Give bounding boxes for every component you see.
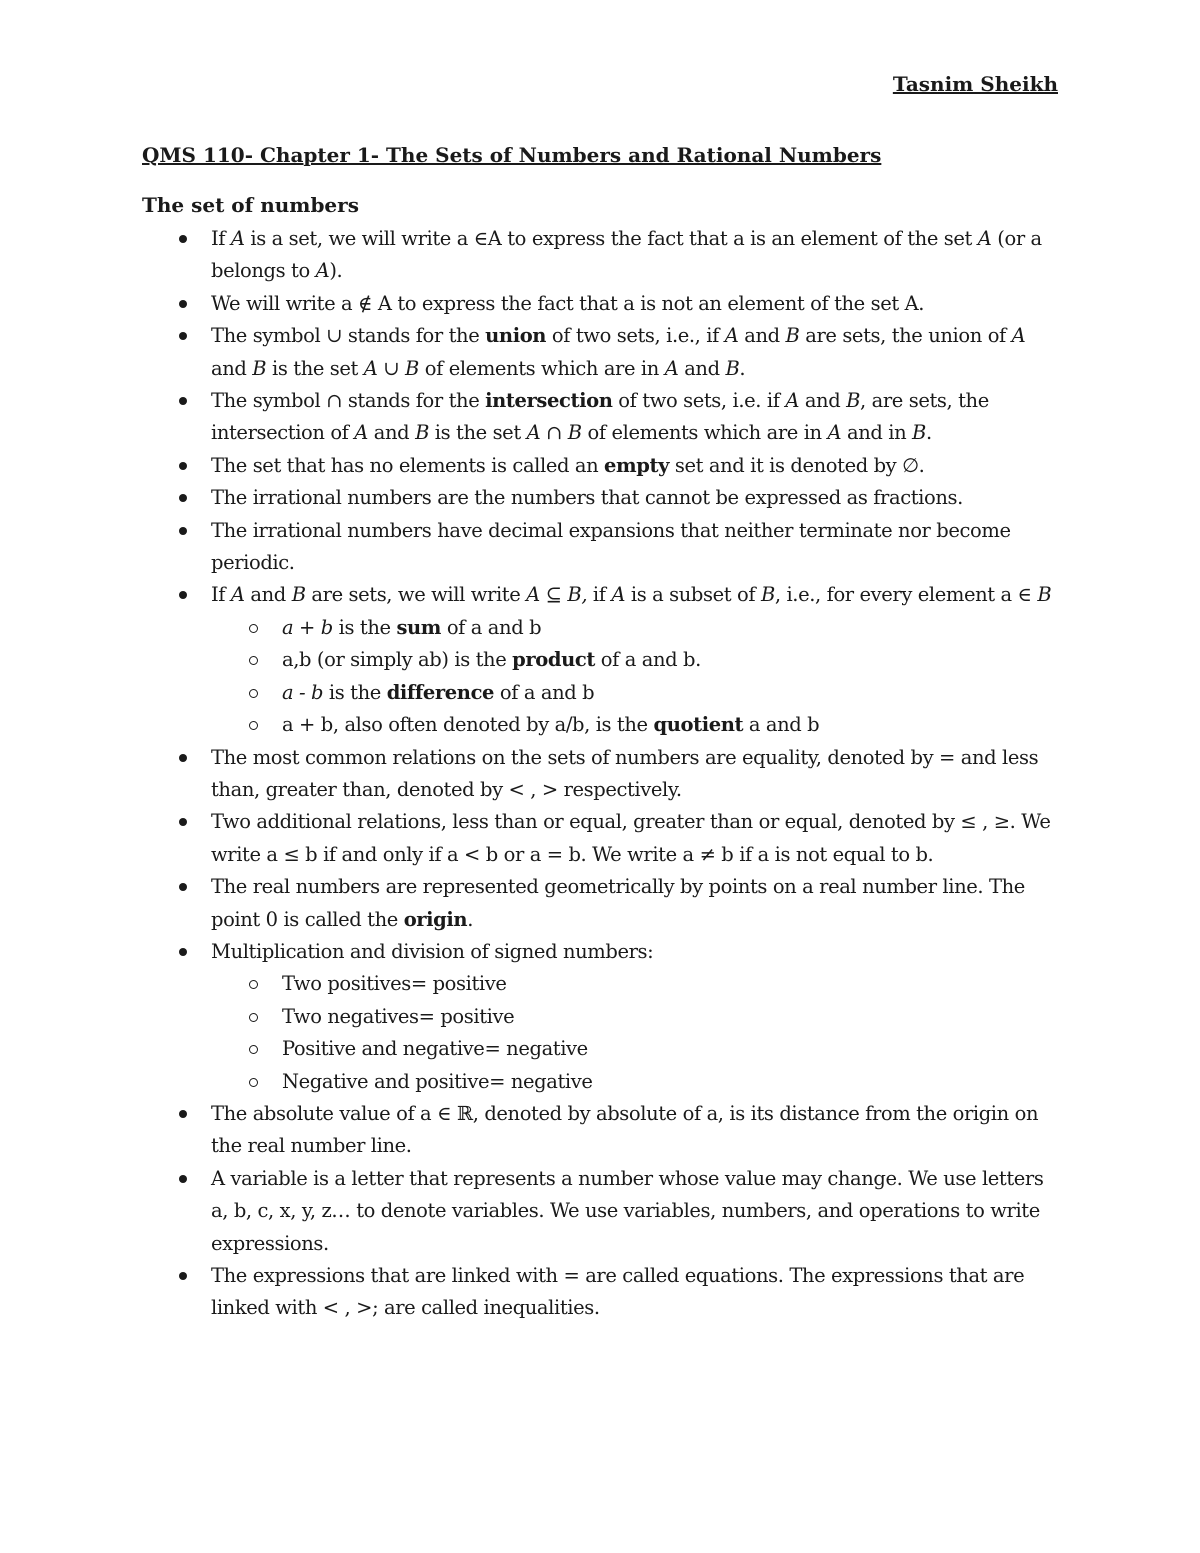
text-run: Positive and negative= negative xyxy=(282,1037,588,1061)
sub-list-item xyxy=(142,968,1062,1000)
sub-list-item xyxy=(142,644,1062,676)
text-run: (or a belongs to xyxy=(211,227,1042,283)
text-run: is a subset of xyxy=(625,583,761,607)
bold-term: difference xyxy=(386,680,495,704)
text-run: and in xyxy=(841,421,913,445)
text-run: The symbol ∪ stands for the xyxy=(211,324,486,348)
italic-term: a - b xyxy=(282,680,324,704)
document-title: QMS 110- Chapter 1- The Sets of Numbers and Rational Numbers xyxy=(142,143,882,167)
text-run: , i.e., for every element a ∈ xyxy=(774,583,1038,607)
italic-term: A xyxy=(230,583,245,607)
text-run: of a and b. xyxy=(594,648,701,672)
text-run: Two negatives= positive xyxy=(282,1004,515,1028)
list-item xyxy=(142,742,1062,807)
text-run: . xyxy=(925,421,932,445)
list-item xyxy=(142,871,1062,936)
italic-term: A xyxy=(611,583,626,607)
bold-term: origin xyxy=(403,907,468,931)
author-name: Tasnim Sheikh xyxy=(892,72,1058,96)
text-run: ∪ xyxy=(377,356,406,380)
italic-term: B xyxy=(785,324,800,348)
list-item xyxy=(142,515,1062,580)
italic-term: B xyxy=(1037,583,1052,607)
text-run: and xyxy=(367,421,416,445)
list-item xyxy=(142,288,1062,320)
italic-term: A xyxy=(526,421,541,445)
text-run: ∩ xyxy=(540,421,568,445)
sub-list-item xyxy=(142,677,1062,709)
italic-term: A xyxy=(230,227,245,250)
italic-term: B xyxy=(725,356,740,380)
sub-list-item xyxy=(142,1033,1062,1065)
text-run: , are sets, the intersection of xyxy=(211,389,989,445)
italic-term: a + b xyxy=(282,615,333,639)
text-run: The expressions that are linked with = are called equations. The expressions that are linked with < , >; are called inequalities. xyxy=(211,1264,1025,1320)
italic-term: A xyxy=(526,583,540,607)
text-run: We will write a ∉ A to express the fact that a is not an element of the set A. xyxy=(211,291,925,315)
bold-term: intersection xyxy=(485,389,613,413)
text-run: is the set xyxy=(429,421,527,445)
text-run: The absolute value of a ∈ ℝ, denoted by absolute of a, is its distance from the origin on the real number line. xyxy=(211,1101,1039,1158)
text-run: of elements which are in xyxy=(581,421,828,445)
text-run: The symbol ∩ stands for the xyxy=(211,389,486,413)
text-run: is the xyxy=(323,680,387,704)
text-run: if xyxy=(587,583,612,607)
text-run: of elements which are in xyxy=(418,356,665,380)
text-run: Negative and positive= negative xyxy=(282,1069,593,1093)
italic-term: A xyxy=(664,356,679,380)
text-run: of a and b xyxy=(441,615,542,639)
text-run: and xyxy=(678,356,726,380)
bold-term: union xyxy=(485,324,547,348)
italic-term: B xyxy=(291,583,306,607)
text-run: A variable is a letter that represents a number whose value may change. We use letters a, b, c, x, y, z… to denote variables. We use variables, numbers, and operations to write expressions. xyxy=(211,1166,1044,1255)
sub-list-item xyxy=(142,1066,1062,1098)
text-run: are sets, we will write xyxy=(305,583,527,607)
list-item xyxy=(142,1098,1062,1163)
list-item xyxy=(142,320,1062,385)
text-run: The real numbers are represented geometrically by points on a real number line. The point 0 is called the xyxy=(211,875,1025,931)
text-run: and xyxy=(738,324,786,348)
text-run: are sets, the union of xyxy=(799,324,1012,348)
text-run: of two sets, i.e. if xyxy=(612,389,786,413)
text-run: If xyxy=(211,583,231,607)
text-run: Two positives= positive xyxy=(282,972,507,996)
list-item xyxy=(142,936,1062,968)
text-run: a + b, also often denoted by a/b, is the xyxy=(282,713,654,737)
text-run: is the xyxy=(332,615,397,639)
text-run: The set that has no elements is called an xyxy=(211,453,605,477)
list-item xyxy=(142,1260,1062,1325)
text-run: and xyxy=(799,389,847,413)
notes-list xyxy=(142,223,1062,1325)
list-item xyxy=(142,806,1062,871)
italic-term: B xyxy=(252,356,267,380)
sub-list-item xyxy=(142,612,1062,644)
text-run: a and b xyxy=(743,713,820,737)
sub-list-item xyxy=(142,709,1062,741)
text-run: The irrational numbers are the numbers that cannot be expressed as fractions. xyxy=(211,486,963,510)
italic-term: B, xyxy=(567,583,588,607)
list-item xyxy=(142,1163,1062,1260)
bold-term: sum xyxy=(396,615,442,639)
italic-term: A xyxy=(977,227,992,250)
text-run: set and it is denoted by ∅. xyxy=(669,453,925,477)
bold-term: product xyxy=(512,648,595,672)
italic-term: B xyxy=(415,421,429,445)
italic-term: B xyxy=(912,421,926,445)
text-run: The most common relations on the sets of numbers are equality, denoted by = and less than, greater than, denoted by < , > respectively. xyxy=(211,745,1039,801)
text-run: ⊆ xyxy=(539,583,568,607)
text-run: If xyxy=(211,227,231,250)
text-run: and xyxy=(211,356,253,380)
section-heading: The set of numbers xyxy=(142,193,359,217)
italic-term: A xyxy=(724,324,739,348)
text-run: Two additional relations, less than or equal, greater than or equal, denoted by ≤ , ≥. We write a ≤ b if and only if a < b or a = b. We write a ≠ b if a is not equal to b. xyxy=(211,810,1051,866)
text-run: of a and b xyxy=(494,680,595,704)
italic-term: B xyxy=(405,356,419,380)
text-run: . xyxy=(739,356,746,380)
text-run: Multiplication and division of signed numbers: xyxy=(211,939,654,963)
italic-term: A xyxy=(785,389,800,413)
text-run: . xyxy=(467,907,474,931)
text-run: of two sets, i.e., if xyxy=(546,324,725,348)
text-run: is a set, we will write a ∈A to express the fact that a is an element of the set xyxy=(244,227,978,250)
text-run: and xyxy=(244,583,292,607)
list-item xyxy=(142,450,1062,482)
list-item xyxy=(142,579,1062,611)
text-run: The irrational numbers have decimal expansions that neither terminate nor become periodic. xyxy=(211,518,1011,575)
italic-term: B xyxy=(760,583,775,607)
italic-term: A xyxy=(315,259,330,283)
list-item xyxy=(142,385,1062,450)
list-item xyxy=(142,482,1062,514)
italic-term: A xyxy=(827,421,842,445)
italic-term: A xyxy=(363,356,378,380)
bold-term: empty xyxy=(604,453,670,477)
sub-list-item xyxy=(142,1001,1062,1033)
italic-term: B xyxy=(846,389,861,413)
list-item xyxy=(142,223,1062,288)
text-run: ). xyxy=(329,259,343,283)
text-run: a,b (or simply ab) is the xyxy=(282,648,513,672)
italic-term: A xyxy=(354,421,368,445)
italic-term: B xyxy=(567,421,582,445)
italic-term: A xyxy=(1011,324,1026,348)
bold-term: quotient xyxy=(653,713,744,737)
text-run: is the set xyxy=(266,356,364,380)
